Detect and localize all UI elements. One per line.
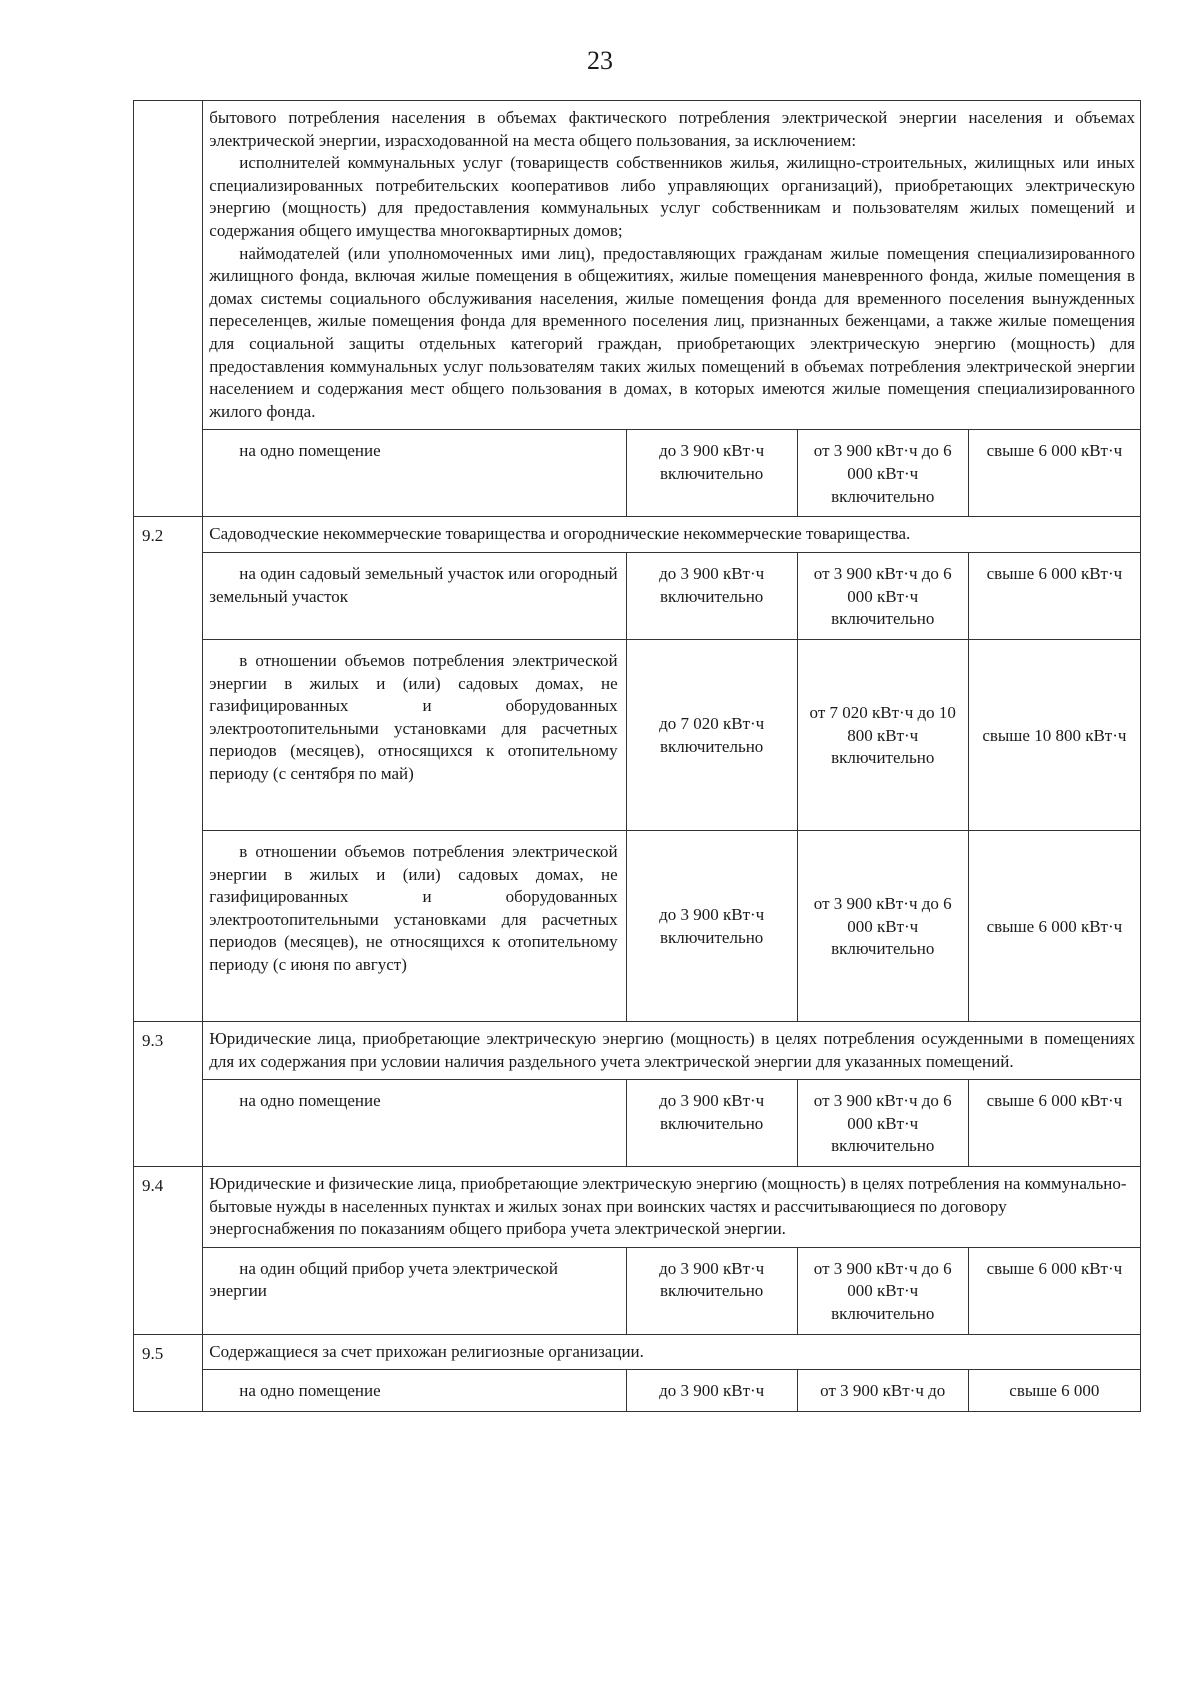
value-high: свыше 6 000 кВт·ч	[968, 830, 1140, 1021]
value-high: свыше 6 000 кВт·ч	[968, 1247, 1140, 1334]
value-mid: от 3 900 кВт·ч до 6 000 кВт·ч включительно	[797, 1080, 968, 1167]
value-high: свыше 6 000 кВт·ч	[968, 430, 1140, 517]
row-label: на одно помещение	[203, 1370, 626, 1412]
section-title: Садоводческие некоммерческие товарищества и огороднические некоммерческие товарищества.	[203, 517, 1141, 553]
section-9-2-row-1	[134, 552, 1141, 639]
section-title: Юридические и физические лица, приобретающие электрическую энергию (мощность) в целях потребления на коммунально-бытовые нужды в населенных пунктах и жилых зонах при воинских частях и рассчитывающиеся по договору энергоснабжения по показаниям общего прибора учета электрической энергии.	[203, 1167, 1141, 1248]
intro-paragraph-1: бытового потребления населения в объемах фактического потребления электрической энергии населения и объемах электрической энергии, израсходованной на места общего пользования, за исключением:	[209, 108, 1135, 150]
section-9-3-title-row	[134, 1021, 1141, 1079]
intro-paragraph-3: наймодателей (или уполномоченных ими лиц), предоставляющих гражданам жилые помещения специализированного жилищного фонда, включая жилые помещения в общежитиях, жилые помещения маневренного фонда, жилые помещения в домах системы социального обслуживания населения, жилые помещения фонда для временного поселения вынужденных переселенцев, жилые помещения фонда для временного поселения лиц, признанных беженцами, а также жилые помещения для социальной защиты отдельных категорий граждан, приобретающих электрическую энергию (мощность) для предоставления коммунальных услуг пользователям таких жилых помещений в объемах потребления электрической энергии населением и содержания мест общего пользования в домах, в которых имеются жилые помещения специализированного жилого фонда.	[209, 243, 1135, 421]
value-high: свыше 6 000 кВт·ч	[968, 1080, 1140, 1167]
section-title: Юридические лица, приобретающие электрическую энергию (мощность) в целях потребления осужденными в помещениях для их содержания при условии наличия раздельного учета электрической энергии для указанных помещений.	[203, 1021, 1141, 1079]
value-mid: от 3 900 кВт·ч до 6 000 кВт·ч включительно	[797, 552, 968, 639]
section-number: 9.3	[134, 1021, 203, 1166]
intro-value-row	[134, 430, 1141, 517]
row-label: на один общий прибор учета электрической энергии	[203, 1247, 626, 1334]
row-label: на одно помещение	[203, 430, 626, 517]
value-mid: от 3 900 кВт·ч до 6 000 кВт·ч включительно	[797, 430, 968, 517]
value-low: до 3 900 кВт·ч включительно	[626, 430, 797, 517]
page-number: 23	[587, 46, 613, 75]
value-high: свыше 6 000 кВт·ч	[968, 552, 1140, 639]
row-label: в отношении объемов потребления электрической энергии в жилых и (или) садовых домах, не газифицированных и оборудованных электроотопительными установками для расчетных периодов (месяцев), не относящихся к отопительному периоду (с июня по август)	[203, 830, 626, 1021]
value-mid: от 7 020 кВт·ч до 10 800 кВт·ч включительно	[797, 639, 968, 830]
row-label: на одно помещение	[203, 1080, 626, 1167]
value-low: до 3 900 кВт·ч	[626, 1370, 797, 1412]
intro-number-cell	[134, 101, 203, 517]
section-9-2-row-2	[134, 639, 1141, 830]
section-9-2-title-row	[134, 517, 1141, 553]
intro-text-row	[134, 101, 1141, 430]
section-9-4-row	[134, 1247, 1141, 1334]
value-low: до 7 020 кВт·ч включительно	[626, 639, 797, 830]
section-number: 9.5	[134, 1334, 203, 1411]
value-low: до 3 900 кВт·ч включительно	[626, 1247, 797, 1334]
value-high: свыше 10 800 кВт·ч	[968, 639, 1140, 830]
value-mid: от 3 900 кВт·ч до	[797, 1370, 968, 1412]
value-low: до 3 900 кВт·ч включительно	[626, 830, 797, 1021]
section-9-4-title-row	[134, 1167, 1141, 1248]
section-9-2-row-3	[134, 830, 1141, 1021]
value-mid: от 3 900 кВт·ч до 6 000 кВт·ч включительно	[797, 830, 968, 1021]
section-title: Содержащиеся за счет прихожан религиозные организации.	[203, 1334, 1141, 1370]
value-high: свыше 6 000	[968, 1370, 1140, 1412]
row-label: на один садовый земельный участок или огородный земельный участок	[203, 552, 626, 639]
section-number: 9.2	[134, 517, 203, 1022]
section-9-5-title-row	[134, 1334, 1141, 1370]
tariff-table	[133, 100, 1141, 1412]
section-9-3-row	[134, 1080, 1141, 1167]
value-mid: от 3 900 кВт·ч до 6 000 кВт·ч включительно	[797, 1247, 968, 1334]
section-number: 9.4	[134, 1167, 203, 1335]
intro-paragraph-2: исполнителей коммунальных услуг (товариществ собственников жилья, жилищно-строительных, жилищных или иных специализированных потребительских кооперативов либо управляющих организаций), приобретающих электрическую энергию (мощность) для предоставления коммунальных услуг собственникам и пользователям жилых помещений и содержания общего имущества многоквартирных домов;	[209, 153, 1135, 240]
value-low: до 3 900 кВт·ч включительно	[626, 552, 797, 639]
value-low: до 3 900 кВт·ч включительно	[626, 1080, 797, 1167]
intro-description	[203, 101, 1141, 430]
row-label: в отношении объемов потребления электрической энергии в жилых и (или) садовых домах, не газифицированных и оборудованных электроотопительными установками для расчетных периодов (месяцев), относящихся к отопительному периоду (с сентября по май)	[203, 639, 626, 830]
section-9-5-row	[134, 1370, 1141, 1412]
